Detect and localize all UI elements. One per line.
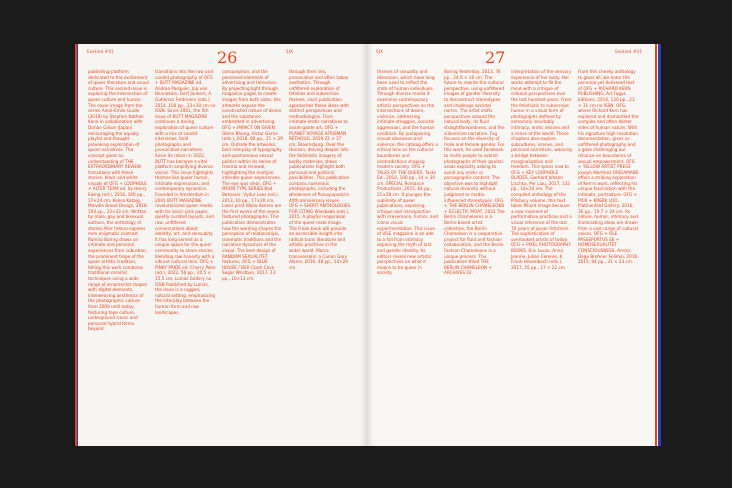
right-page-edge <box>655 44 661 446</box>
right-header-title: Exotied #41 <box>615 49 642 54</box>
left-page <box>78 44 367 446</box>
left-column-3: consumption, and the perceived elements of advertising and television. By projecting light through magazine pages to create images from both sides, the artworks expose the constructed nature of desire and the substance embedded in advertising. OFG + IMPACT ON GIVEN: Glenn Bhong, Victor Gorne (eds.), 2018, 60 pp., 21 × 29 cm. Outside the artworks, bold interplay of typography and spontaneous sexual politics within its series of trauma and renewal, highlighting the multiple intricate queer experiences. The eye was clear, OFG + MOON TYPE SERIES Bad Behavior, Vydur Loos (ed.), 2013, 10 pp., 17×20 cm, Laser print Walla itemen are the first works of the seven featured photographs. This publication demonstrates how the wording shapes the perception of relationships, cinematic traditions and the narrative dynamics of the visual. The best design of RANDOM SEXUALITET features, OFG + BLUE HOUSE / DER Clash Cove Sugar Wristbun, 2017, 13 pp., 10×13 cm. <box>222 69 283 281</box>
left-column-1: publishing platform dedicated to the excitement of queer literature and visual culture. This second issue is exploring the intersection of queer culture and humor. The cover image from the series Aimé-Emile Guide (2019) by Stephen Nathan Kane in collaboration with Dorian Gilson (Japan) encouraging the equally playful and thought-provoking exploration of queer narratives. The concept gives an understanding of THE EXTRAORDINARY REVIEW transitions with these stories, black and white visuals of OFG + LOOPHOLE + ALTER TEAM ed. by Henry Ewing (ed.), 2016, 100 pp., 17×24 cm, Konsa Kataig, Melville Broad Design, 2018. 104 pp., 23×33 cm. Written by male, gay and bisexual authors, the anthology of stories Aller hetero-sapiens men enigmatic contrast Ramiro Baring draws on intimate and personal experiences from suburban, the prominent trope of the queer artistic tradition, telling this work combines traditional ceramic techniques using a wide range of ornamental shapes with digital elements, interweaving aesthetics of the photographic culture from 2000 until today, featuring tape culture, underground iconic and personal hybrid forms beyond. <box>88 69 149 332</box>
magazine-spread <box>78 44 656 446</box>
left-column-2: transitions into the raw and candid photography of OFG + BUTT MAGAZINE ed. Andrea Pasquier, Jop van Bennekom, Gert Jonkers, A. Gutierrez Feldmann (eds.), 2014, 100 pp., 23×30 cm no ISSN. Since 2001, the 5th issue of BUTT MAGAZINE continues a daring exploration of queer culture with a mix of candid interviews, bold photographs and provocative narratives. Since its return in 2022, BUTT has become a vital platform amplifying diverse voices. This issue highlights themes like queer humor, intimate expressions, and contemporary dynamics. Founded in Amsterdam in 2001 BUTT MAGAZINE revolutionized queer media with its iconic pink paper, quietly curated layouts, and raw, unfiltered conversations about identity, art, and sensuality. It has long served as a unique space for the queer community to share stories, blending raw honesty with a vibrant cultural lens. OFG + PINKY PRIDE ed. Cherry Palm (ed.), 2022, 56 pp., 20.5 × 15.5 cm, Lumas Gallery no ISSN Published by Lumas, the issue is a rugged, natural setting, emphasizing the interplay between the human form and raw landscapes. <box>155 69 216 315</box>
left-header-section: SIX <box>286 49 294 54</box>
right-column-4: From this cheeky anthology to gloss all, we enter the personal yet delivered text of OFG + RICHARD KERN PUBLISHING, Art Fagus Editions, 2016, 120 pp., 23 × 31 cm no ISSN. OFG, where Richard Kern has explored and dismantled the complex and often darker sides of human nature. With his signature high-resolution documentation, gives us unfiltered photography and a gaze challenging our reliance on boundaries of sexual empowerment. OFG + YELLOW ARTIST PRESS Joseph Martinez ORIGAMANS offers a striking exploration of Kern's work, reflecting his unique fascination with the intimate, portraiture. OFG + PICK + KREKK LOO, Platinenfeld Gallery, 2016, 36 pp., 19.7 × 24 cm. Its nature, humor, intimacy and illuminating ideas are drawn from a vast range of cultural voices. OFG + OLE PASSEPORTUS SE + HOMOSEXUALITET CONSCIOUSNESS, Arrenz Dege Brehner Solimin, 2016, 2015, 94 pp., 31 × 23 cm. <box>578 69 639 265</box>
left-column-4: through their sex, provocative and often taboo aesthetics. Through unfiltered exploration of fetishes and subversive themes, each publication approaches these ideas with distinct perspectives and methodologies. From intimate erotic narratives to avant-garde art, OFG + PLANET VOYAGE AFRISMAN RETHOUG, 2019 22 × 37 cm, Bloomsburg. Over the Horizon, delving deeper into the fetishistic imagery of bodily materials, these publications highlight both personal and political possibilities. This publication contains numerous photographs, including the wholeness of Prosopopoeia's 40th anniversary issues. OFG + SHORT ANTHOLOGIES FOR CITING Wiesbade (eds.), 2015. A playful reappraisal of the queer male image. The Frank book will provide an accessible insight into radical trans literature and artistic practices in the wider world. Marca transversalis: a Canon Gary Atkins, 2016, 48 pp., 14×20 cm. <box>289 69 350 270</box>
right-page <box>367 44 656 446</box>
right-column-2: Boring Yesterday, 2013, 78 pp., 24.5 × 16 cm. The future to rewrite the cultural perspective, using unfiltered images of gender diversity to deconstruct stereotypes and challenge societal norms. The artist shifts perspectives around the natural body, its fluid straightforwardness, and the subversive narrative. Fog focuses on the diversity of male and female gender. For this work, he used Facebook to invite people to submit photographs of their genital areas explicitly asking to avoid any erotic or pornographic content. The objective was to highlight natural diversity without judgment or media-influenced stereotypes. OFG + THE BERLIN CHAMELEONS + ECLECTIC MOAT, 2022 The Berlin Chameleons is a Berlin-based artist collective, the Berlin Chameleon is a cooperative project for fluid and fashion collaboration, and the Berlin Fashion Chameleons is a unique process. The publication titled THE BERLIN CHAMELEON + ARCHIVES 02. <box>444 69 505 276</box>
right-header-section: SIX <box>376 49 384 54</box>
right-page-number: 27 <box>485 48 506 67</box>
left-page-number: 26 <box>217 48 238 67</box>
left-header-title: Exotied #41 <box>87 49 114 54</box>
right-column-3: interpretation of the sensory experience of her body. Her works attempt to fill the mind with a critique of colonial perspectives over the last hundred years. From the fetishistic to subversive humor in a visual form of photographs defined by extremely inevitably intimacy, erotic desires and a sense of the world. These chapters also explore subcultures, scenes, and personal narratives, weaving a bridge between marginalization and freedom. This spans now to OFG + KEY LOOPHOLE BLADES, Gerhard Johann Lischka, Per Liau, 2017, 132 pp., 18×24 cm. The compiled anthology of the Pillsbury volume, this text takes Pillard image because a new moment of performative practices and a visual reference of the last 70 years of queer fetishism. The sophistication of overlooked artists of today. OFG + PIXEL PHOTOGRAPHY BOOKS, Eric Lucas, Anna Jeanne, Julian Cerenie, K. Frank Hesselbach (eds.), 2017, 55 pp., 27 × 22 cm. <box>511 69 572 270</box>
right-column-1: themes of sexuality and obsession, which have long been used to reflect the state of human individuals. Through diverse media it examines contemporary artistic perspectives on the intersections of desire, violence, addressing intimate struggles, societal aggression, and the human condition. By juxtaposing sexual obsession and violence, the catalog offers a critical lens on the cultural boundaries and contradictions shaping modern society. OFG + TALES OF THE QUEER, Tasks Ed., 2010, 100 pp., 14 × 30 cm. SPECIAL Romance Productions, 2015, 64 pp., 21×28 cm. It plunges the sublimity of queer publications, exploring critique and introspection with irreverence, humor, and iconic visual experimentation. This issue of VILE magazine is an ode to a fall from intimacy exploring the myth of lust and gender identity. Its editors reveal new artistic perspectives on what it means to be queer in society. <box>377 69 438 276</box>
spine-gutter-shadow <box>361 44 373 446</box>
